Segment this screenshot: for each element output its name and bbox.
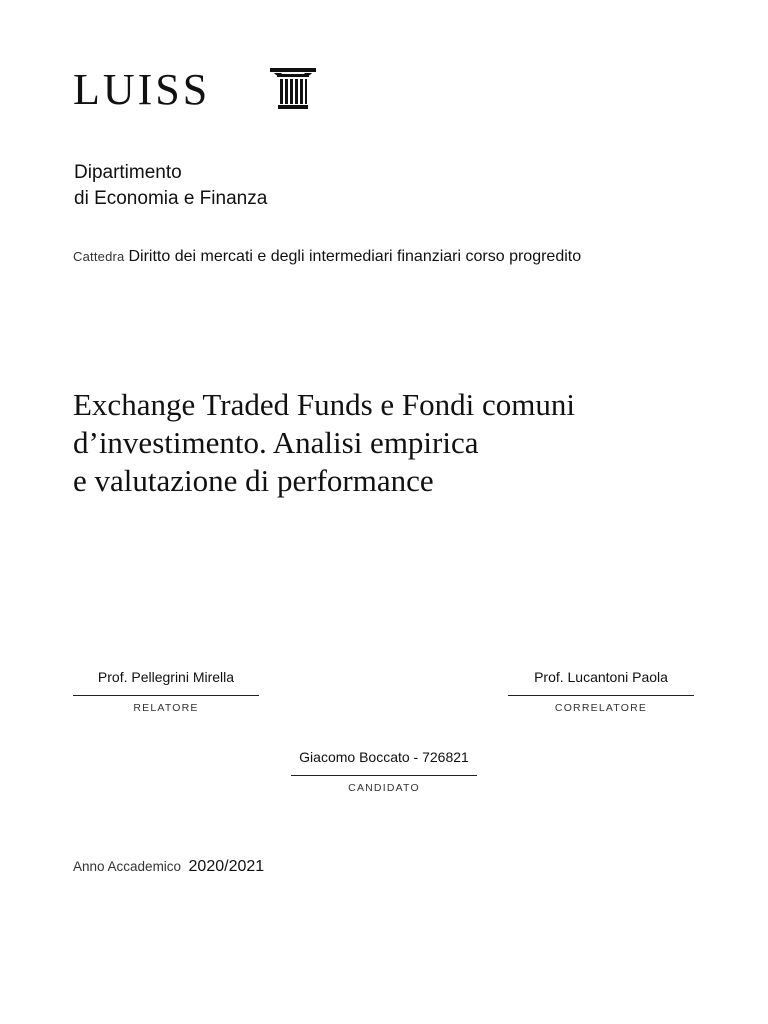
department-line-2: di Economia e Finanza — [74, 188, 268, 209]
relatore-signature — [73, 667, 259, 714]
luiss-logo-text: LUISS — [73, 65, 211, 114]
candidato-signature — [291, 747, 477, 794]
relatore-role: RELATORE — [133, 702, 199, 714]
anno-accademico-row — [73, 858, 264, 876]
thesis-title — [73, 386, 713, 500]
cattedra-name: Diritto dei mercati e degli intermediari finanziari corso progredito — [128, 248, 582, 265]
cattedra-row — [73, 248, 581, 266]
correlatore-signature-line — [508, 695, 694, 696]
thesis-title-line-2: d’investimento. Analisi empirica — [73, 425, 479, 460]
thesis-title-line-3: e valutazione di performance — [73, 463, 434, 498]
correlatore-role: CORRELATORE — [554, 702, 648, 714]
column-icon — [268, 68, 318, 110]
anno-accademico-label: Anno Accademico — [73, 859, 182, 874]
candidato-role: CANDIDATO — [348, 782, 420, 794]
anno-accademico-value: 2020/2021 — [188, 858, 265, 875]
correlatore-signature — [508, 667, 694, 714]
correlatore-name: Prof. Lucantoni Paola — [534, 669, 668, 685]
department-line-1: Dipartimento — [74, 162, 182, 183]
candidato-name: Giacomo Boccato - 726821 — [299, 749, 469, 765]
cattedra-label: Cattedra — [73, 249, 125, 264]
relatore-name: Prof. Pellegrini Mirella — [97, 669, 235, 685]
candidato-signature-line — [291, 775, 477, 776]
thesis-title-line-1: Exchange Traded Funds e Fondi comuni — [73, 387, 575, 422]
department-block — [74, 160, 267, 212]
relatore-signature-line — [73, 695, 259, 696]
